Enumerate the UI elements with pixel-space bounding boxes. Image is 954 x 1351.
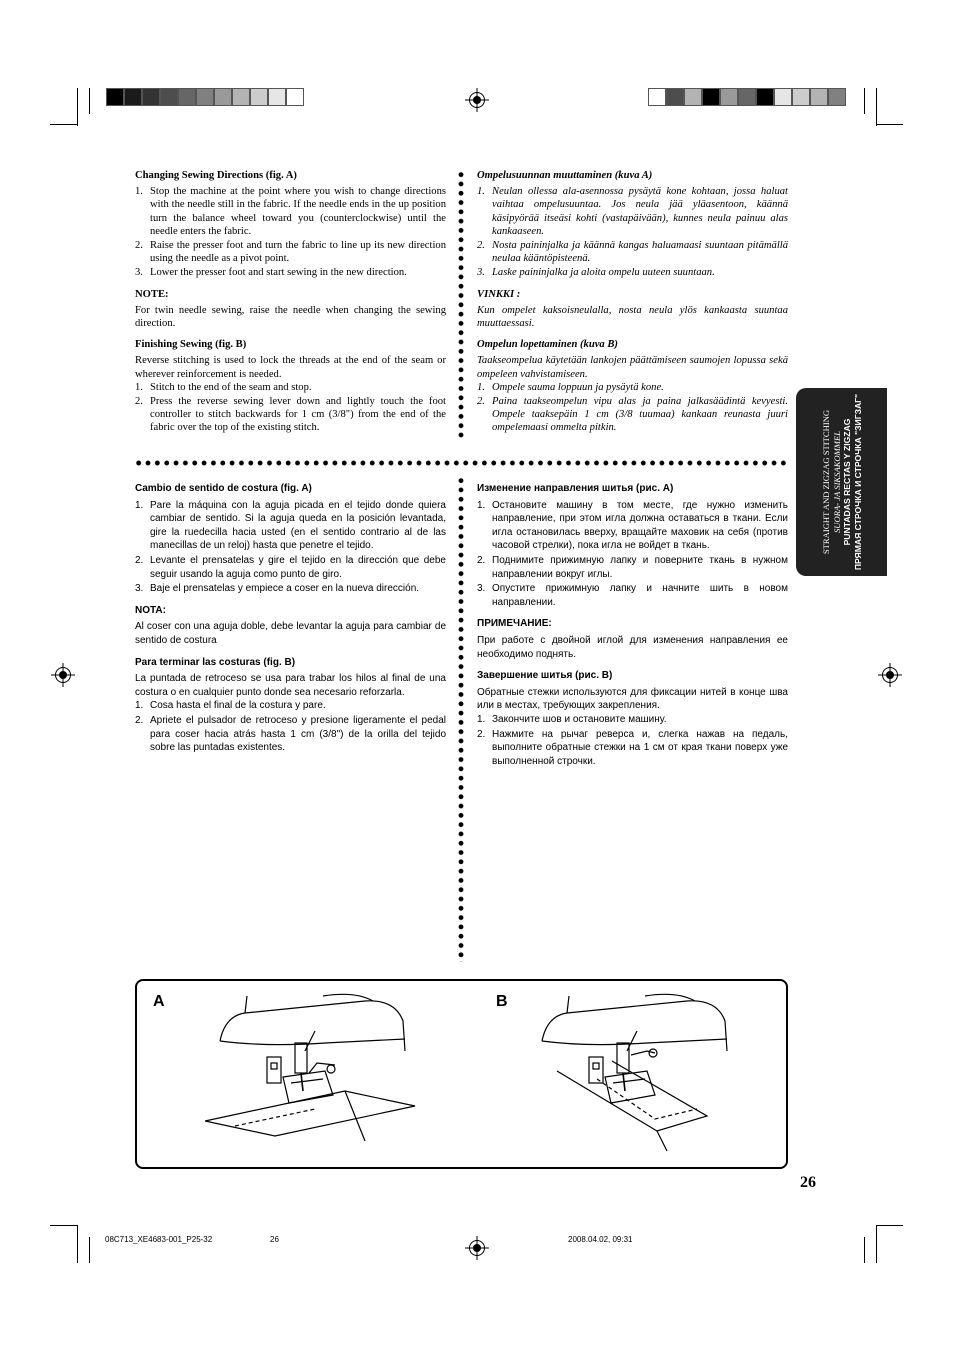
footer-page: 26 [270,1235,279,1244]
crop-mark [50,124,77,125]
color-swatch [648,88,666,106]
paragraph: Обратные стежки используются для фиксации нитей в конце шва или в местах, требующих закрепления. [477,686,788,712]
steps-list [477,185,788,279]
horizontal-dotted-divider [134,460,788,466]
crop-mark [864,88,865,114]
color-swatch [142,88,160,106]
note-text: При работе с двойной иглой для изменения направления ее необходимо поднять. [477,634,788,660]
vertical-dotted-divider [458,170,464,440]
tab-label-spanish: PUNTADAS RECTAS Y ZIGZAG [841,418,852,546]
color-swatch [232,88,250,106]
list-item: 1. Pare la máquina con la aguja picada en el tejido donde quiera cambiar de sentido. Si la aguja queda en la posición levantada, gire la ruedecilla hacia usted (en el sentido contrario al de las manecillas de un reloj) hasta que penetre el tejido. [135,499,446,552]
list-item: 1. Cosa hasta el final de la costura y pare. [135,700,326,712]
note-text: For twin needle sewing, raise the needle when changing the sewing direction. [135,304,446,330]
registration-mark-icon [469,1240,485,1256]
list-item: 2. Нажмите на рычаг реверса и, слегка нажав на педаль, выполните обратные стежки на 1 см от края ткани поверх уже выполненной строчки. [477,728,788,767]
crop-mark [876,1225,877,1263]
steps-list [477,713,788,768]
crop-mark [89,1237,90,1263]
color-swatch [774,88,792,106]
footer-date: 2008.04.02, 09:31 [568,1235,633,1244]
steps-list [477,499,788,610]
note-heading: NOTA: [135,604,166,616]
tab-label-english: STRAIGHT AND ZIGZAG STITCHING [820,409,831,555]
heading: Завершение шитья (рис. B) [477,670,613,682]
steps-list [477,381,788,435]
heading: Ompelun lopettaminen (kuva B) [477,339,618,351]
color-swatch [286,88,304,106]
color-swatch [810,88,828,106]
footer-filename: 08C713_XE4683-001_P25-32 [105,1235,213,1244]
color-swatch [702,88,720,106]
color-swatch [250,88,268,106]
english-section [135,169,446,443]
heading: Changing Sewing Directions (fig. A) [135,170,297,181]
color-swatch [106,88,124,106]
list-item: 1. Остановите машину в том месте, где нужно изменить направление, при этом игла должна оставаться в ткани. Если игла остановилась вверху, вращайте маховик на себя (против часовой стрелки), пока игла не войдет в ткань. [477,499,788,552]
list-item: 1. Ompele sauma loppuun ja pysäytä kone. [477,381,664,393]
paragraph: Reverse stitching is used to lock the threads at the end of the seam or wherever reinforcement is needed. [135,355,446,380]
list-item: 2. Levante el prensatelas y gire el tejido en la dirección que debe seguir usando la aguja como punto de giro. [135,554,446,580]
figure-a-illustration [205,991,475,1161]
color-swatch [124,88,142,106]
figure-b-illustration [537,991,787,1161]
crop-mark [876,88,877,126]
heading: Изменение направления шитья (рис. A) [477,483,674,494]
registration-mark-icon [55,667,71,683]
russian-section [477,482,788,776]
heading: Para terminar las costuras (fig. B) [135,656,296,668]
crop-mark [876,1225,903,1226]
vertical-dotted-divider [458,476,464,962]
spanish-section [135,482,446,763]
note-text: Al coser con una aguja doble, debe levantar la aguja para cambiar de sentido de costura [135,621,446,646]
color-swatch [196,88,214,106]
color-swatch [268,88,286,106]
figure-box [135,979,788,1169]
registration-mark-icon [882,667,898,683]
figure-a-label: A [153,993,165,1010]
color-swatch [738,88,756,106]
steps-list [135,185,446,279]
list-item: 2. Raise the presser foot and turn the fabric to line up its new direction using the needle as a pivot point. [135,240,446,265]
paragraph: La puntada de retroceso se usa para trabar los hilos al final de una costura o en cualquier punto donde sea necesario reforzarla. [135,673,446,698]
note-heading: ПРИМЕЧАНИЕ: [477,618,552,630]
steps-list [135,699,446,754]
crop-mark [77,1225,78,1263]
heading: Finishing Sewing (fig. B) [135,339,247,351]
paragraph: Taakseompelua käytetään lankojen päättämiseen saumojen lopussa sekä ompeleen vahvistamiseen. [477,355,788,380]
list-item: 1. Stitch to the end of the seam and stop. [135,381,312,393]
heading: Cambio de sentido de costura (fig. A) [135,483,312,494]
steps-list [135,381,446,435]
page-number: 26 [800,1174,816,1191]
list-item: 2. Поднимите прижимную лапку и поверните ткань в нужном направлении вокруг иглы. [477,554,788,580]
list-item: 3. Lower the presser foot and start sewing in the new direction. [135,267,407,279]
color-swatch [214,88,232,106]
list-item: 3. Baje el prensatelas y empiece a coser en la nueva dirección. [135,583,420,595]
crop-mark [50,1225,77,1226]
tab-label-russian: ПРЯМАЯ СТРОЧКА И СТРОЧКА "ЗИГЗАГ" [852,393,862,571]
list-item: 1. Закончите шов и остановите машину. [477,713,667,725]
list-item: 2. Paina taakseompelun vipu alas ja paina jalkasäädintä kevyesti. Ompele taaksepäin 1 cm (3/8 tuumaa) kankaan reunasta juuri ompelemaasi ommelta pitkin. [477,396,788,434]
registration-mark-icon [469,92,485,108]
list-item: 1. Stop the machine at the point where you wish to change directions with the needle still in the fabric. If the needle ends in the up position turn the balance wheel toward you (counterclockwise) until the needle enters the fabric. [135,186,446,237]
color-swatch [792,88,810,106]
tab-label-finnish: SUORA- JA SIKSAKOMMEL [831,431,841,534]
figure-b-label: B [496,993,508,1010]
crop-mark [89,88,90,114]
color-bar-right [648,88,846,106]
list-item: 2. Nosta paininjalka ja käännä kangas haluamaasi suuntaan pitämällä neulaa kääntöpisteenä. [477,240,788,265]
crop-mark [876,124,903,125]
list-item: 3. Laske paininjalka ja aloita ompelu uuteen suuntaan. [477,267,715,279]
note-heading: NOTE: [135,288,169,300]
crop-mark [864,1237,865,1263]
list-item: 1. Neulan ollessa ala-asennossa pysäytä kone kohtaan, jossa haluat vaihtaa ompelusuuntaa. Jos neula jää yläasentoon, käännä käsipyörää itseäsi kohti (vastapäivään), kunnes neula painuu alas kankaaseen. [477,186,788,237]
heading: Ompelusuunnan muuttaminen (kuva A) [477,170,653,181]
crop-mark [77,88,78,126]
section-side-tab [796,388,887,576]
color-swatch [178,88,196,106]
color-swatch [720,88,738,106]
note-heading: VINKKI : [477,288,521,300]
note-text: Kun ompelet kaksoisneulalla, nosta neula ylös kankaasta suuntaa muuttaessasi. [477,304,788,330]
finnish-section [477,169,788,443]
list-item: 2. Apriete el pulsador de retroceso y presione ligeramente el pedal para coser hacia atrás hasta 1 cm (3/8") de la orilla del tejido sobre las puntadas existentes. [135,714,446,754]
color-swatch [756,88,774,106]
color-swatch [828,88,846,106]
color-bar-left [106,88,304,106]
color-swatch [684,88,702,106]
steps-list [135,499,446,596]
color-swatch [160,88,178,106]
color-swatch [666,88,684,106]
list-item: 2. Press the reverse sewing lever down and lightly touch the foot controller to stitch backwards for 1 cm (3/8") from the end of the fabric over the top of the existing stitch. [135,396,446,434]
list-item: 3. Опустите прижимную лапку и начните шить в новом направлении. [477,583,788,608]
